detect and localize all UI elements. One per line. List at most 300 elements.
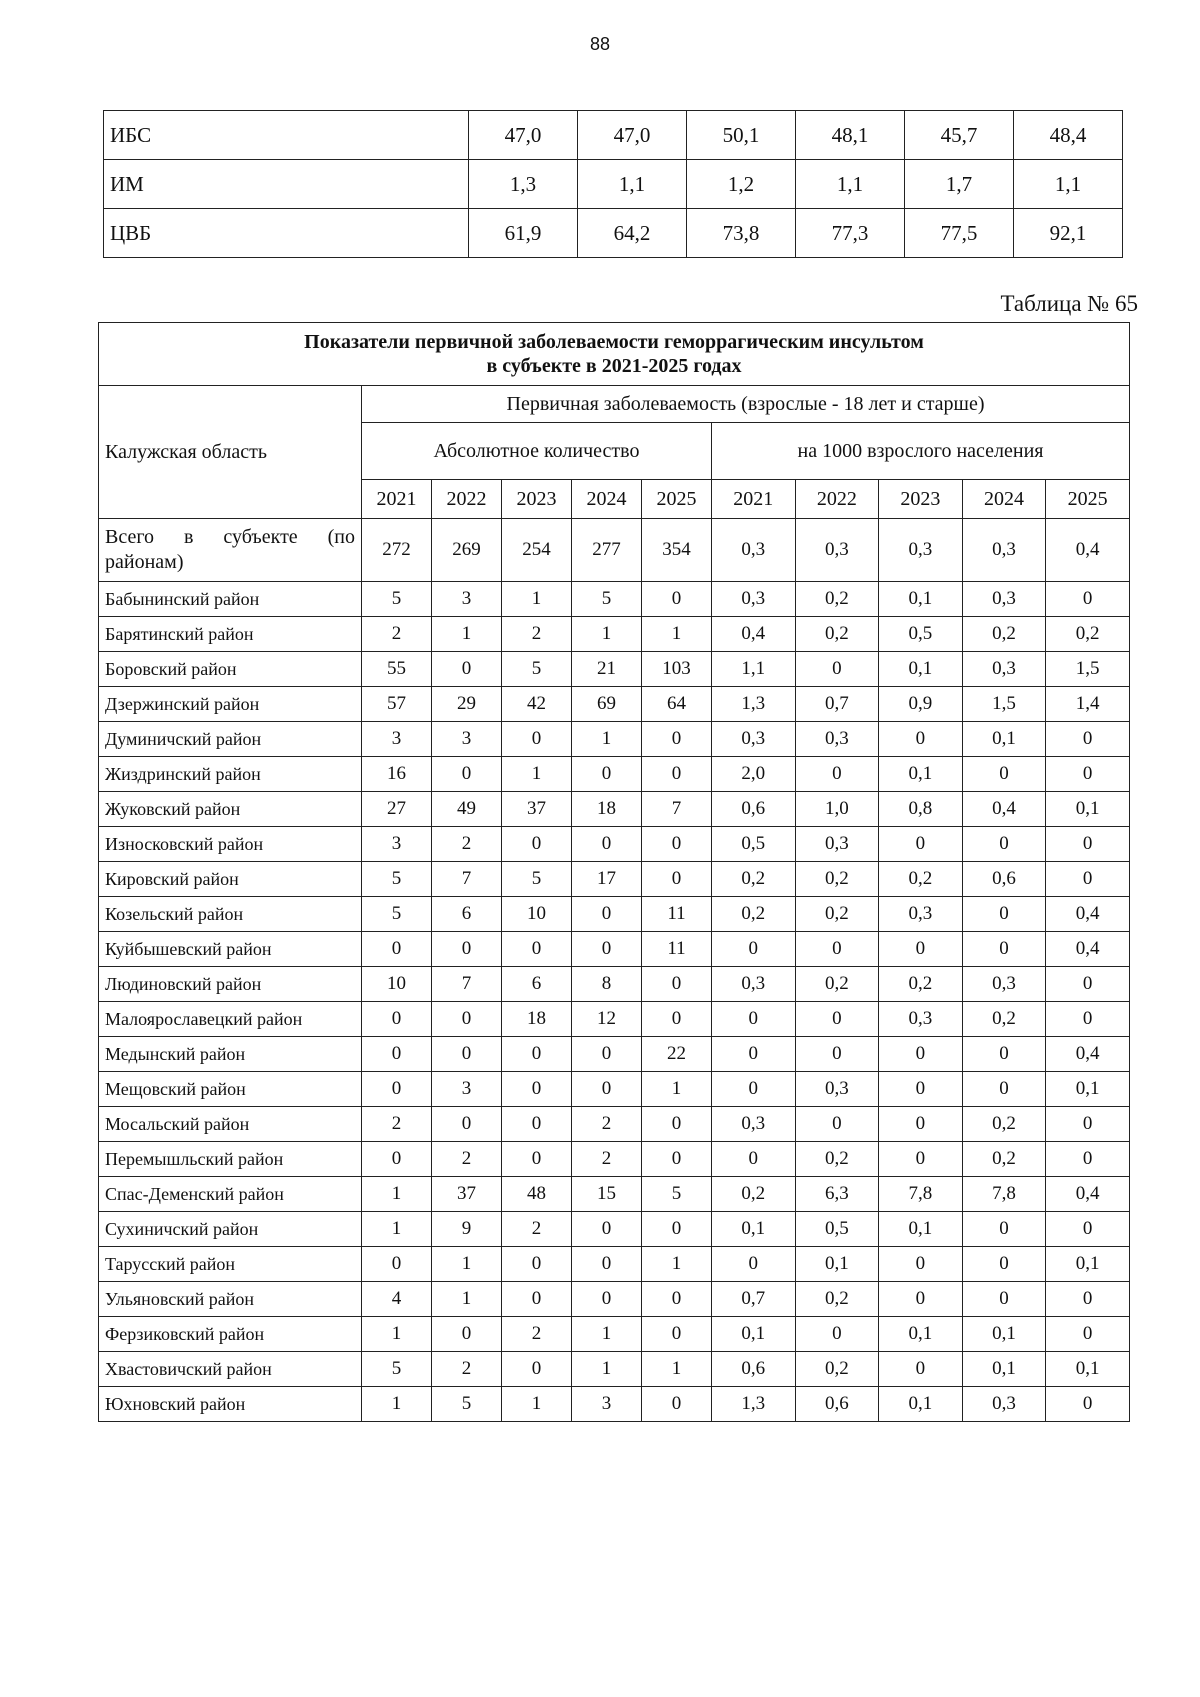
value-cell: 3 bbox=[362, 827, 432, 862]
value-cell: 1,7 bbox=[905, 160, 1014, 209]
table-title bbox=[99, 323, 1130, 386]
value-cell: 0,4 bbox=[1046, 1037, 1130, 1072]
region-name: Кировский район bbox=[99, 862, 362, 897]
value-cell: 3 bbox=[431, 722, 501, 757]
value-cell: 0,6 bbox=[712, 792, 796, 827]
value-cell: 0,3 bbox=[879, 519, 963, 582]
value-cell: 2 bbox=[501, 1212, 571, 1247]
region-name: Думиничский район bbox=[99, 722, 362, 757]
table-row bbox=[99, 1352, 1130, 1387]
value-cell: 7 bbox=[641, 792, 711, 827]
table-row bbox=[99, 1282, 1130, 1317]
value-cell: 0 bbox=[571, 1212, 641, 1247]
value-cell: 0 bbox=[712, 1072, 796, 1107]
value-cell: 0 bbox=[1046, 862, 1130, 897]
value-cell: 69 bbox=[571, 687, 641, 722]
value-cell: 0 bbox=[641, 722, 711, 757]
value-cell: 0 bbox=[879, 1352, 963, 1387]
value-cell: 10 bbox=[501, 897, 571, 932]
value-cell: 12 bbox=[571, 1002, 641, 1037]
value-cell: 1 bbox=[501, 1387, 571, 1422]
value-cell: 0,2 bbox=[712, 1177, 796, 1212]
value-cell: 1,2 bbox=[687, 160, 796, 209]
value-cell: 1 bbox=[501, 757, 571, 792]
table-row bbox=[99, 1212, 1130, 1247]
value-cell: 0 bbox=[1046, 722, 1130, 757]
value-cell: 5 bbox=[431, 1387, 501, 1422]
value-cell: 0,7 bbox=[795, 687, 879, 722]
value-cell: 29 bbox=[431, 687, 501, 722]
continued-table-row bbox=[104, 209, 1123, 258]
value-cell: 5 bbox=[362, 582, 432, 617]
region-name: Юхновский район bbox=[99, 1387, 362, 1422]
value-cell: 0,3 bbox=[879, 897, 963, 932]
year-header: 2022 bbox=[795, 480, 879, 519]
region-name: Спас-Деменский район bbox=[99, 1177, 362, 1212]
value-cell: 0,6 bbox=[795, 1387, 879, 1422]
value-cell: 0 bbox=[641, 827, 711, 862]
value-cell: 1,3 bbox=[712, 687, 796, 722]
value-cell: 0,2 bbox=[795, 862, 879, 897]
value-cell: 2,0 bbox=[712, 757, 796, 792]
value-cell: 0 bbox=[431, 1107, 501, 1142]
value-cell: 61,9 bbox=[469, 209, 578, 258]
value-cell: 0 bbox=[571, 757, 641, 792]
value-cell: 0 bbox=[1046, 1142, 1130, 1177]
region-name: Бабынинский район bbox=[99, 582, 362, 617]
value-cell: 7,8 bbox=[879, 1177, 963, 1212]
value-cell: 50,1 bbox=[687, 111, 796, 160]
value-cell: 8 bbox=[571, 967, 641, 1002]
value-cell: 27 bbox=[362, 792, 432, 827]
value-cell: 0,3 bbox=[712, 519, 796, 582]
value-cell: 0,4 bbox=[1046, 897, 1130, 932]
year-header: 2021 bbox=[712, 480, 796, 519]
value-cell: 0 bbox=[431, 652, 501, 687]
value-cell: 0 bbox=[501, 1037, 571, 1072]
value-cell: 0,2 bbox=[962, 617, 1046, 652]
value-cell: 0,3 bbox=[962, 582, 1046, 617]
table-row bbox=[99, 862, 1130, 897]
value-cell: 0,4 bbox=[1046, 519, 1130, 582]
value-cell: 3 bbox=[431, 582, 501, 617]
value-cell: 5 bbox=[571, 582, 641, 617]
value-cell: 0 bbox=[501, 1142, 571, 1177]
value-cell: 103 bbox=[641, 652, 711, 687]
value-cell: 6 bbox=[501, 967, 571, 1002]
value-cell: 1 bbox=[362, 1212, 432, 1247]
value-cell: 0,5 bbox=[712, 827, 796, 862]
value-cell: 269 bbox=[431, 519, 501, 582]
value-cell: 0 bbox=[571, 897, 641, 932]
value-cell: 5 bbox=[362, 862, 432, 897]
table-row bbox=[99, 1037, 1130, 1072]
value-cell: 354 bbox=[641, 519, 711, 582]
value-cell: 1,1 bbox=[1014, 160, 1123, 209]
value-cell: 0 bbox=[712, 1247, 796, 1282]
value-cell: 0 bbox=[641, 1387, 711, 1422]
value-cell: 0 bbox=[641, 1212, 711, 1247]
value-cell: 48,1 bbox=[796, 111, 905, 160]
value-cell: 0 bbox=[1046, 757, 1130, 792]
value-cell: 0,3 bbox=[712, 967, 796, 1002]
value-cell: 0,1 bbox=[712, 1212, 796, 1247]
value-cell: 0 bbox=[1046, 827, 1130, 862]
value-cell: 0 bbox=[1046, 1212, 1130, 1247]
value-cell: 0,1 bbox=[879, 1212, 963, 1247]
value-cell: 16 bbox=[362, 757, 432, 792]
value-cell: 1 bbox=[571, 1317, 641, 1352]
value-cell: 1 bbox=[571, 617, 641, 652]
year-header: 2025 bbox=[641, 480, 711, 519]
value-cell: 0 bbox=[431, 1037, 501, 1072]
region-name: Малоярославецкий район bbox=[99, 1002, 362, 1037]
value-cell: 7,8 bbox=[962, 1177, 1046, 1212]
value-cell: 1 bbox=[641, 1072, 711, 1107]
value-cell: 0 bbox=[1046, 1107, 1130, 1142]
value-cell: 2 bbox=[571, 1107, 641, 1142]
value-cell: 3 bbox=[362, 722, 432, 757]
value-cell: 0,1 bbox=[879, 652, 963, 687]
value-cell: 0,7 bbox=[712, 1282, 796, 1317]
year-header: 2023 bbox=[879, 480, 963, 519]
value-cell: 0 bbox=[879, 1142, 963, 1177]
value-cell: 0 bbox=[795, 1107, 879, 1142]
value-cell: 0 bbox=[795, 1317, 879, 1352]
value-cell: 0,2 bbox=[795, 1282, 879, 1317]
value-cell: 1,4 bbox=[1046, 687, 1130, 722]
value-cell: 0 bbox=[641, 757, 711, 792]
value-cell: 1 bbox=[571, 722, 641, 757]
value-cell: 0 bbox=[501, 932, 571, 967]
value-cell: 0 bbox=[362, 932, 432, 967]
value-cell: 0 bbox=[571, 932, 641, 967]
value-cell: 0,5 bbox=[879, 617, 963, 652]
value-cell: 0,2 bbox=[795, 1352, 879, 1387]
value-cell: 0,3 bbox=[712, 582, 796, 617]
table-row bbox=[99, 582, 1130, 617]
region-name: Перемышльский район bbox=[99, 1142, 362, 1177]
value-cell: 0,2 bbox=[795, 1142, 879, 1177]
value-cell: 55 bbox=[362, 652, 432, 687]
value-cell: 0 bbox=[962, 897, 1046, 932]
page-number: 88 bbox=[589, 34, 611, 54]
value-cell: 0 bbox=[962, 1072, 1046, 1107]
value-cell: 0,2 bbox=[795, 967, 879, 1002]
value-cell: 18 bbox=[501, 1002, 571, 1037]
value-cell: 0 bbox=[795, 932, 879, 967]
table-row bbox=[99, 932, 1130, 967]
year-header: 2024 bbox=[962, 480, 1046, 519]
region-name: Хвастовичский район bbox=[99, 1352, 362, 1387]
value-cell: 0 bbox=[879, 932, 963, 967]
value-cell: 11 bbox=[641, 897, 711, 932]
value-cell: 272 bbox=[362, 519, 432, 582]
region-column-header: Калужская область bbox=[99, 386, 362, 519]
value-cell: 0 bbox=[571, 1072, 641, 1107]
table-row bbox=[99, 1177, 1130, 1212]
table-row bbox=[99, 722, 1130, 757]
region-name: Жиздринский район bbox=[99, 757, 362, 792]
region-name: Ульяновский район bbox=[99, 1282, 362, 1317]
region-name: Тарусский район bbox=[99, 1247, 362, 1282]
value-cell: 0,2 bbox=[712, 897, 796, 932]
value-cell: 0 bbox=[712, 1142, 796, 1177]
value-cell: 0,3 bbox=[962, 652, 1046, 687]
value-cell: 0,1 bbox=[962, 722, 1046, 757]
value-cell: 1,1 bbox=[712, 652, 796, 687]
value-cell: 277 bbox=[571, 519, 641, 582]
value-cell: 18 bbox=[571, 792, 641, 827]
table-row bbox=[99, 792, 1130, 827]
value-cell: 0 bbox=[962, 757, 1046, 792]
value-cell: 0 bbox=[712, 1002, 796, 1037]
value-cell: 0,1 bbox=[1046, 1247, 1130, 1282]
hemorrhagic-stroke-table bbox=[98, 322, 1130, 1422]
value-cell: 0,3 bbox=[962, 967, 1046, 1002]
value-cell: 0,1 bbox=[1046, 792, 1130, 827]
value-cell: 0 bbox=[641, 1002, 711, 1037]
value-cell: 0 bbox=[571, 827, 641, 862]
table-title-line-1: Показатели первичной заболеваемости геморрагическим инсультом bbox=[304, 331, 924, 353]
value-cell: 0,8 bbox=[879, 792, 963, 827]
continued-table bbox=[103, 110, 1123, 258]
value-cell: 0,6 bbox=[712, 1352, 796, 1387]
value-cell: 0 bbox=[962, 932, 1046, 967]
value-cell: 0,4 bbox=[962, 792, 1046, 827]
value-cell: 0 bbox=[879, 1282, 963, 1317]
region-name: Износковский район bbox=[99, 827, 362, 862]
value-cell: 1 bbox=[501, 582, 571, 617]
value-cell: 2 bbox=[501, 1317, 571, 1352]
table-row bbox=[99, 617, 1130, 652]
table-row bbox=[99, 967, 1130, 1002]
value-cell: 1,0 bbox=[795, 792, 879, 827]
value-cell: 1 bbox=[641, 1352, 711, 1387]
value-cell: 0 bbox=[712, 1037, 796, 1072]
value-cell: 0 bbox=[795, 1002, 879, 1037]
value-cell: 0,1 bbox=[879, 1387, 963, 1422]
region-name: Медынский район bbox=[99, 1037, 362, 1072]
value-cell: 0,2 bbox=[1046, 617, 1130, 652]
value-cell: 77,5 bbox=[905, 209, 1014, 258]
value-cell: 77,3 bbox=[796, 209, 905, 258]
value-cell: 0,2 bbox=[795, 897, 879, 932]
value-cell: 0 bbox=[362, 1037, 432, 1072]
value-cell: 0 bbox=[641, 582, 711, 617]
value-cell: 2 bbox=[362, 617, 432, 652]
region-name: Барятинский район bbox=[99, 617, 362, 652]
row-label: ЦВБ bbox=[104, 209, 469, 258]
value-cell: 7 bbox=[431, 967, 501, 1002]
value-cell: 0,3 bbox=[712, 722, 796, 757]
header-row-group bbox=[99, 386, 1130, 423]
value-cell: 48,4 bbox=[1014, 111, 1123, 160]
table-title-line-2: в субъекте в 2021-2025 годах bbox=[486, 355, 742, 377]
table-row bbox=[99, 897, 1130, 932]
region-name: Жуковский район bbox=[99, 792, 362, 827]
value-cell: 48 bbox=[501, 1177, 571, 1212]
value-cell: 57 bbox=[362, 687, 432, 722]
value-cell: 0,5 bbox=[795, 1212, 879, 1247]
value-cell: 0 bbox=[879, 1247, 963, 1282]
value-cell: 6,3 bbox=[795, 1177, 879, 1212]
value-cell: 5 bbox=[362, 897, 432, 932]
year-header: 2023 bbox=[501, 480, 571, 519]
value-cell: 64 bbox=[641, 687, 711, 722]
value-cell: 0 bbox=[362, 1072, 432, 1107]
value-cell: 0,9 bbox=[879, 687, 963, 722]
value-cell: 1 bbox=[431, 617, 501, 652]
group-header: Первичная заболеваемость (взрослые - 18 лет и старше) bbox=[362, 386, 1130, 423]
continued-table-row bbox=[104, 160, 1123, 209]
value-cell: 92,1 bbox=[1014, 209, 1123, 258]
row-label: ИБС bbox=[104, 111, 469, 160]
value-cell: 0,3 bbox=[962, 519, 1046, 582]
value-cell: 0 bbox=[962, 1212, 1046, 1247]
region-name: Мещовский район bbox=[99, 1072, 362, 1107]
value-cell: 5 bbox=[501, 652, 571, 687]
value-cell: 0 bbox=[879, 722, 963, 757]
region-name: Дзержинский район bbox=[99, 687, 362, 722]
value-cell: 0 bbox=[641, 1282, 711, 1317]
value-cell: 0,1 bbox=[962, 1352, 1046, 1387]
value-cell: 9 bbox=[431, 1212, 501, 1247]
value-cell: 0,1 bbox=[795, 1247, 879, 1282]
value-cell: 1 bbox=[641, 1247, 711, 1282]
value-cell: 0,2 bbox=[879, 862, 963, 897]
value-cell: 0,3 bbox=[712, 1107, 796, 1142]
value-cell: 0 bbox=[362, 1142, 432, 1177]
value-cell: 1,5 bbox=[962, 687, 1046, 722]
value-cell: 37 bbox=[431, 1177, 501, 1212]
value-cell: 0,4 bbox=[1046, 932, 1130, 967]
value-cell: 0 bbox=[501, 1072, 571, 1107]
value-cell: 0 bbox=[879, 1037, 963, 1072]
value-cell: 0 bbox=[501, 1107, 571, 1142]
year-header: 2025 bbox=[1046, 480, 1130, 519]
value-cell: 45,7 bbox=[905, 111, 1014, 160]
value-cell: 0,1 bbox=[1046, 1072, 1130, 1107]
value-cell: 47,0 bbox=[469, 111, 578, 160]
value-cell: 0,1 bbox=[879, 582, 963, 617]
continued-table-row bbox=[104, 111, 1123, 160]
value-cell: 0 bbox=[431, 1317, 501, 1352]
value-cell: 0,3 bbox=[962, 1387, 1046, 1422]
table-row bbox=[99, 687, 1130, 722]
value-cell: 1 bbox=[362, 1177, 432, 1212]
value-cell: 0 bbox=[571, 1037, 641, 1072]
region-name: Людиновский район bbox=[99, 967, 362, 1002]
value-cell: 5 bbox=[501, 862, 571, 897]
value-cell: 2 bbox=[431, 1352, 501, 1387]
value-cell: 17 bbox=[571, 862, 641, 897]
table-row bbox=[99, 1317, 1130, 1352]
value-cell: 0 bbox=[431, 757, 501, 792]
value-cell: 3 bbox=[431, 1072, 501, 1107]
value-cell: 1 bbox=[431, 1282, 501, 1317]
region-name: Ферзиковский район bbox=[99, 1317, 362, 1352]
table-row bbox=[99, 1142, 1130, 1177]
value-cell: 1 bbox=[641, 617, 711, 652]
value-cell: 1,1 bbox=[796, 160, 905, 209]
value-cell: 254 bbox=[501, 519, 571, 582]
value-cell: 0 bbox=[879, 1107, 963, 1142]
table-caption: Таблица № 65 bbox=[1000, 291, 1138, 316]
value-cell: 0,2 bbox=[962, 1107, 1046, 1142]
value-cell: 0 bbox=[795, 652, 879, 687]
value-cell: 0 bbox=[571, 1282, 641, 1317]
value-cell: 0 bbox=[962, 827, 1046, 862]
value-cell: 0,3 bbox=[795, 1072, 879, 1107]
value-cell: 0,3 bbox=[795, 722, 879, 757]
value-cell: 0 bbox=[641, 967, 711, 1002]
value-cell: 0,2 bbox=[962, 1142, 1046, 1177]
total-row bbox=[99, 519, 1130, 582]
value-cell: 0 bbox=[362, 1247, 432, 1282]
table-row bbox=[99, 652, 1130, 687]
value-cell: 0 bbox=[641, 862, 711, 897]
value-cell: 0,1 bbox=[879, 757, 963, 792]
value-cell: 1,3 bbox=[712, 1387, 796, 1422]
value-cell: 0,6 bbox=[962, 862, 1046, 897]
year-header: 2021 bbox=[362, 480, 432, 519]
value-cell: 6 bbox=[431, 897, 501, 932]
value-cell: 1 bbox=[571, 1352, 641, 1387]
value-cell: 2 bbox=[431, 1142, 501, 1177]
value-cell: 0 bbox=[501, 722, 571, 757]
value-cell: 0 bbox=[962, 1037, 1046, 1072]
value-cell: 1,3 bbox=[469, 160, 578, 209]
value-cell: 0,2 bbox=[712, 862, 796, 897]
value-cell: 5 bbox=[641, 1177, 711, 1212]
value-cell: 73,8 bbox=[687, 209, 796, 258]
table-row bbox=[99, 1107, 1130, 1142]
value-cell: 64,2 bbox=[578, 209, 687, 258]
value-cell: 1 bbox=[431, 1247, 501, 1282]
value-cell: 0 bbox=[1046, 1002, 1130, 1037]
value-cell: 1 bbox=[362, 1317, 432, 1352]
value-cell: 0 bbox=[712, 932, 796, 967]
value-cell: 0 bbox=[501, 827, 571, 862]
value-cell: 1 bbox=[362, 1387, 432, 1422]
value-cell: 21 bbox=[571, 652, 641, 687]
value-cell: 0,1 bbox=[712, 1317, 796, 1352]
value-cell: 0 bbox=[501, 1247, 571, 1282]
value-cell: 0,1 bbox=[879, 1317, 963, 1352]
value-cell: 0,2 bbox=[795, 582, 879, 617]
value-cell: 0 bbox=[1046, 1387, 1130, 1422]
region-name: Куйбышевский район bbox=[99, 932, 362, 967]
value-cell: 0 bbox=[879, 827, 963, 862]
value-cell: 0,1 bbox=[962, 1317, 1046, 1352]
value-cell: 7 bbox=[431, 862, 501, 897]
value-cell: 0 bbox=[431, 1002, 501, 1037]
value-cell: 10 bbox=[362, 967, 432, 1002]
value-cell: 0,2 bbox=[879, 967, 963, 1002]
value-cell: 2 bbox=[362, 1107, 432, 1142]
value-cell: 0,4 bbox=[712, 617, 796, 652]
value-cell: 0,1 bbox=[1046, 1352, 1130, 1387]
value-cell: 37 bbox=[501, 792, 571, 827]
value-cell: 2 bbox=[501, 617, 571, 652]
table-row bbox=[99, 1387, 1130, 1422]
value-cell: 0,3 bbox=[795, 827, 879, 862]
value-cell: 0 bbox=[501, 1352, 571, 1387]
value-cell: 0 bbox=[641, 1317, 711, 1352]
region-name: Мосальский район bbox=[99, 1107, 362, 1142]
value-cell: 0 bbox=[362, 1002, 432, 1037]
